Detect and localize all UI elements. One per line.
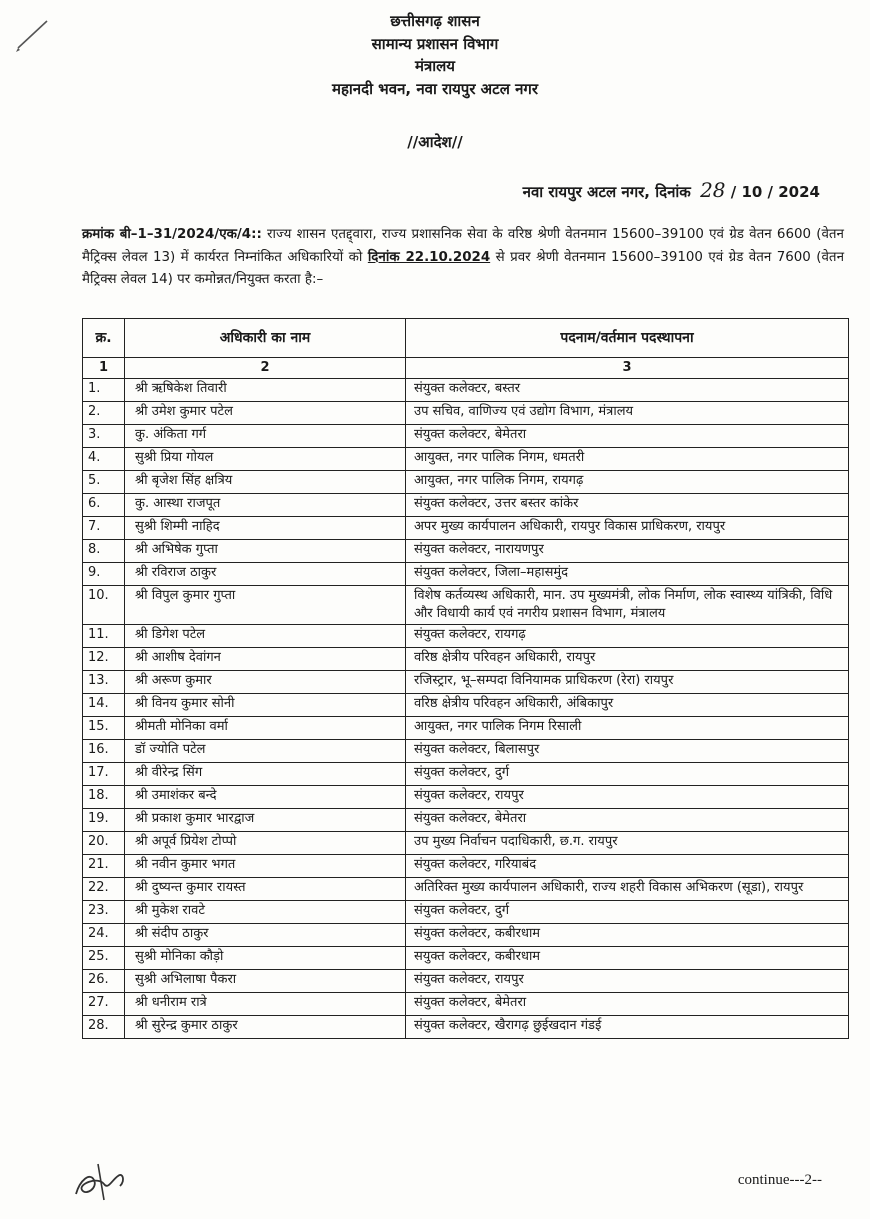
row-officer-name: श्री विनय कुमार सोनी: [125, 694, 406, 717]
signature-icon: [68, 1150, 138, 1206]
table-row: [83, 379, 849, 402]
row-serial: 18.: [83, 786, 125, 809]
row-officer-name: श्री सुरेन्द्र कुमार ठाकुर: [125, 1016, 406, 1039]
row-designation: संयुक्त कलेक्टर, बेमेतरा: [406, 809, 849, 832]
table-row: [83, 947, 849, 970]
header-address: महानदी भवन, नवा रायपुर अटल नगर: [331, 79, 539, 98]
header-ministry: मंत्रालय: [414, 57, 455, 75]
row-officer-name: सुश्री अभिलाषा पैकरा: [125, 970, 406, 993]
row-serial: 23.: [83, 901, 125, 924]
row-officer-name: श्री अभिषेक गुप्ता: [125, 540, 406, 563]
row-officer-name: श्री ऋषिकेश तिवारी: [125, 379, 406, 402]
row-officer-name: सुश्री शिम्मी नाहिद: [125, 517, 406, 540]
order-reference: क्रमांक बी–1–31/2024/एक/4::: [82, 227, 262, 242]
row-designation: वरिष्ठ क्षेत्रीय परिवहन अधिकारी, अंबिकापुर: [406, 694, 849, 717]
row-serial: 20.: [83, 832, 125, 855]
row-designation: संयुक्त कलेक्टर, बस्तर: [406, 379, 849, 402]
row-serial: 3.: [83, 425, 125, 448]
column-number: 3: [406, 358, 849, 379]
table-row: [83, 717, 849, 740]
row-officer-name: श्रीमती मोनिका वर्मा: [125, 717, 406, 740]
header-officer-name: अधिकारी का नाम: [125, 319, 406, 358]
row-designation: संयुक्त कलेक्टर, दुर्ग: [406, 763, 849, 786]
row-officer-name: सुश्री प्रिया गोयल: [125, 448, 406, 471]
row-officer-name: कु. अंकिता गर्ग: [125, 425, 406, 448]
table-row: [83, 448, 849, 471]
table-row: [83, 563, 849, 586]
row-officer-name: श्री आशीष देवांगन: [125, 648, 406, 671]
row-officer-name: श्री दुष्यन्त कुमार रायस्त: [125, 878, 406, 901]
row-serial: 21.: [83, 855, 125, 878]
row-serial: 6.: [83, 494, 125, 517]
table-row: [83, 494, 849, 517]
row-designation: अपर मुख्य कार्यपालन अधिकारी, रायपुर विकास प्राधिकरण, रायपुर: [406, 517, 849, 540]
order-text-2: से प्रवर श्रेणी वेतनमान 15600–39100 एवं ग्रेड वेतन 7600 (वेतन मैट्रिक्स लेवल 14) पर कमोन्नत/नियुक्त करता है:–: [82, 249, 844, 287]
table-row: [83, 402, 849, 425]
table-header-row: [83, 319, 849, 358]
dateline-month-year: / 10 / 2024: [730, 183, 820, 201]
row-designation: संयुक्त कलेक्टर, रायपुर: [406, 970, 849, 993]
table-row: [83, 970, 849, 993]
row-serial: 11.: [83, 625, 125, 648]
order-paragraph: [82, 224, 844, 292]
row-officer-name: श्री उमाशंकर बन्दे: [125, 786, 406, 809]
row-serial: 25.: [83, 947, 125, 970]
row-officer-name: श्री अरूण कुमार: [125, 671, 406, 694]
row-designation: संयुक्त कलेक्टर, बिलासपुर: [406, 740, 849, 763]
table-row: [83, 471, 849, 494]
row-serial: 14.: [83, 694, 125, 717]
row-designation: संयुक्त कलेक्टर, कबीरधाम: [406, 924, 849, 947]
row-designation: विशेष कर्तव्यस्थ अधिकारी, मान. उप मुख्यमंत्री, लोक निर्माण, लोक स्वास्थ्य यांत्रिकी, विधि और विधायी कार्य एवं नगरीय प्रशासन विभाग, मंत्रालय: [406, 586, 849, 625]
row-designation: संयुक्त कलेक्टर, गरियाबंद: [406, 855, 849, 878]
row-designation: अतिरिक्त मुख्य कार्यपालन अधिकारी, राज्य शहरी विकास अभिकरण (सूडा), रायपुर: [406, 878, 849, 901]
row-designation: संयुक्त कलेक्टर, उत्तर बस्तर कांकेर: [406, 494, 849, 517]
row-serial: 1.: [83, 379, 125, 402]
row-officer-name: कु. आस्था राजपूत: [125, 494, 406, 517]
dateline-place: नवा रायपुर अटल नगर, दिनांक: [522, 183, 691, 201]
row-serial: 19.: [83, 809, 125, 832]
order-title: //आदेश//: [407, 133, 463, 151]
header-department: सामान्य प्रशासन विभाग: [371, 34, 499, 53]
table-row: [83, 648, 849, 671]
row-officer-name: श्री नवीन कुमार भगत: [125, 855, 406, 878]
row-officer-name: श्री रविराज ठाकुर: [125, 563, 406, 586]
row-serial: 8.: [83, 540, 125, 563]
row-serial: 13.: [83, 671, 125, 694]
row-designation: संयुक्त कलेक्टर, खैरागढ़ छुईखदान गंडई: [406, 1016, 849, 1039]
document-header: [0, 10, 870, 100]
row-serial: 26.: [83, 970, 125, 993]
row-officer-name: श्री विपुल कुमार गुप्ता: [125, 586, 406, 625]
continue-note: continue---2--: [737, 1172, 822, 1188]
table-row: [83, 586, 849, 625]
row-officer-name: सुश्री मोनिका कौड़ो: [125, 947, 406, 970]
table-row: [83, 832, 849, 855]
row-designation: उप मुख्य निर्वाचन पदाधिकारी, छ.ग. रायपुर: [406, 832, 849, 855]
dateline-day: 28: [700, 178, 726, 202]
table-row: [83, 540, 849, 563]
row-designation: संयुक्त कलेक्टर, बेमेतरा: [406, 425, 849, 448]
row-serial: 4.: [83, 448, 125, 471]
row-serial: 27.: [83, 993, 125, 1016]
table-row: [83, 425, 849, 448]
row-officer-name: श्री प्रकाश कुमार भारद्वाज: [125, 809, 406, 832]
row-serial: 12.: [83, 648, 125, 671]
header-designation: पदनाम/वर्तमान पदस्थापना: [406, 319, 849, 358]
officers-table: [82, 318, 849, 1039]
table-row: [83, 786, 849, 809]
row-designation: सयुक्त कलेक्टर, कबीरधाम: [406, 947, 849, 970]
row-designation: संयुक्त कलेक्टर, रायपुर: [406, 786, 849, 809]
row-serial: 24.: [83, 924, 125, 947]
row-serial: 17.: [83, 763, 125, 786]
row-serial: 9.: [83, 563, 125, 586]
row-officer-name: डॉ ज्योति पटेल: [125, 740, 406, 763]
row-serial: 16.: [83, 740, 125, 763]
table-row: [83, 924, 849, 947]
row-designation: आयुक्त, नगर पालिक निगम रिसाली: [406, 717, 849, 740]
row-officer-name: श्री संदीप ठाकुर: [125, 924, 406, 947]
row-designation: रजिस्ट्रार, भू–सम्पदा विनियामक प्राधिकरण (रेरा) रायपुर: [406, 671, 849, 694]
row-designation: संयुक्त कलेक्टर, दुर्ग: [406, 901, 849, 924]
table-row: [83, 993, 849, 1016]
table-row: [83, 1016, 849, 1039]
column-number: 2: [125, 358, 406, 379]
row-designation: संयुक्त कलेक्टर, रायगढ़: [406, 625, 849, 648]
row-serial: 5.: [83, 471, 125, 494]
row-officer-name: श्री धनीराम रात्रे: [125, 993, 406, 1016]
row-officer-name: श्री मुकेश रावटे: [125, 901, 406, 924]
table-row: [83, 855, 849, 878]
header-government: छत्तीसगढ़ शासन: [390, 12, 480, 30]
row-designation: वरिष्ठ क्षेत्रीय परिवहन अधिकारी, रायपुर: [406, 648, 849, 671]
column-number: 1: [83, 358, 125, 379]
row-serial: 28.: [83, 1016, 125, 1039]
row-officer-name: श्री उमेश कुमार पटेल: [125, 402, 406, 425]
row-officer-name: श्री डिगेश पटेल: [125, 625, 406, 648]
order-effective-date: दिनांक 22.10.2024: [367, 249, 491, 265]
row-officer-name: श्री बृजेश सिंह क्षत्रिय: [125, 471, 406, 494]
row-serial: 22.: [83, 878, 125, 901]
order-text-1: राज्य शासन एतद्द्वारा, राज्य प्रशासनिक सेवा के वरिष्ठ श्रेणी वेतनमान 15600–39100 एवं ग्रेड वेतन 6600 (वेतन मैट्रिक्स लेवल 13) में कार्यरत निम्नांकित अधिकारियों को: [82, 227, 844, 265]
row-serial: 7.: [83, 517, 125, 540]
table-row: [83, 809, 849, 832]
column-number-row: [83, 358, 849, 379]
row-designation: संयुक्त कलेक्टर, बेमेतरा: [406, 993, 849, 1016]
table-row: [83, 517, 849, 540]
table-row: [83, 878, 849, 901]
table-row: [83, 763, 849, 786]
row-designation: उप सचिव, वाणिज्य एवं उद्योग विभाग, मंत्रालय: [406, 402, 849, 425]
row-officer-name: श्री वीरेन्द्र सिंग: [125, 763, 406, 786]
header-serial: क्र.: [83, 319, 125, 358]
table-row: [83, 671, 849, 694]
row-designation: आयुक्त, नगर पालिक निगम, रायगढ़: [406, 471, 849, 494]
row-officer-name: श्री अपूर्व प्रियेश टोप्पो: [125, 832, 406, 855]
row-serial: 10.: [83, 586, 125, 625]
table-row: [83, 625, 849, 648]
pen-mark-icon: [14, 18, 50, 54]
row-serial: 2.: [83, 402, 125, 425]
row-designation: संयुक्त कलेक्टर, जिला–महासमुंद: [406, 563, 849, 586]
table-row: [83, 901, 849, 924]
table-row: [83, 740, 849, 763]
row-designation: आयुक्त, नगर पालिक निगम, धमतरी: [406, 448, 849, 471]
dateline: [523, 178, 820, 202]
row-designation: संयुक्त कलेक्टर, नारायणपुर: [406, 540, 849, 563]
table-row: [83, 694, 849, 717]
row-serial: 15.: [83, 717, 125, 740]
